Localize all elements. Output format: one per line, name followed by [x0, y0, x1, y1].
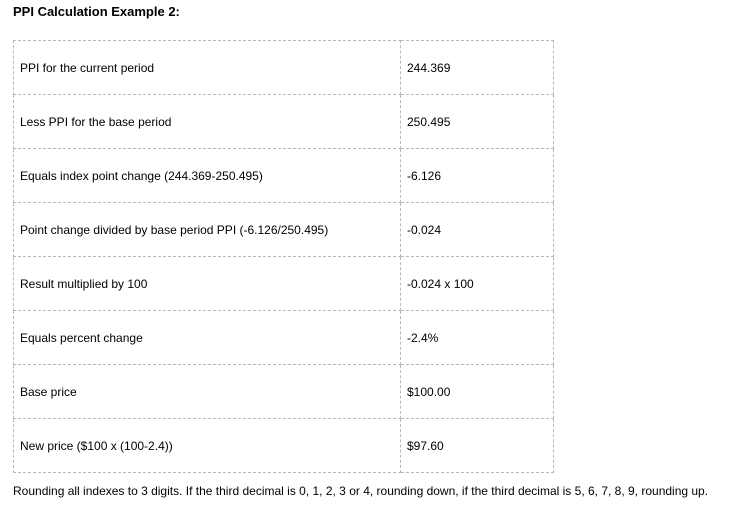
row-value: -0.024 [401, 203, 554, 257]
row-label: Less PPI for the base period [14, 95, 401, 149]
row-value: 250.495 [401, 95, 554, 149]
table-row [14, 257, 554, 311]
table-row [14, 311, 554, 365]
row-value: -6.126 [401, 149, 554, 203]
row-label: Equals percent change [14, 311, 401, 365]
row-value: 244.369 [401, 41, 554, 95]
ppi-calculation-table [13, 40, 554, 473]
row-label: Base price [14, 365, 401, 419]
table-row [14, 203, 554, 257]
table-row [14, 149, 554, 203]
row-value: -0.024 x 100 [401, 257, 554, 311]
page-title: PPI Calculation Example 2: [13, 4, 180, 19]
table-row [14, 419, 554, 473]
row-label: PPI for the current period [14, 41, 401, 95]
table-row [14, 41, 554, 95]
row-label: Result multiplied by 100 [14, 257, 401, 311]
row-value: $97.60 [401, 419, 554, 473]
row-label: Point change divided by base period PPI (-6.126/250.495) [14, 203, 401, 257]
rounding-footnote: Rounding all indexes to 3 digits. If the third decimal is 0, 1, 2, 3 or 4, rounding down, if the third decimal is 5, 6, 7, 8, 9, rounding up. [13, 484, 709, 498]
table-row [14, 365, 554, 419]
table-row [14, 95, 554, 149]
row-value: -2.4% [401, 311, 554, 365]
row-label: New price ($100 x (100-2.4)) [14, 419, 401, 473]
row-label: Equals index point change (244.369-250.495) [14, 149, 401, 203]
row-value: $100.00 [401, 365, 554, 419]
